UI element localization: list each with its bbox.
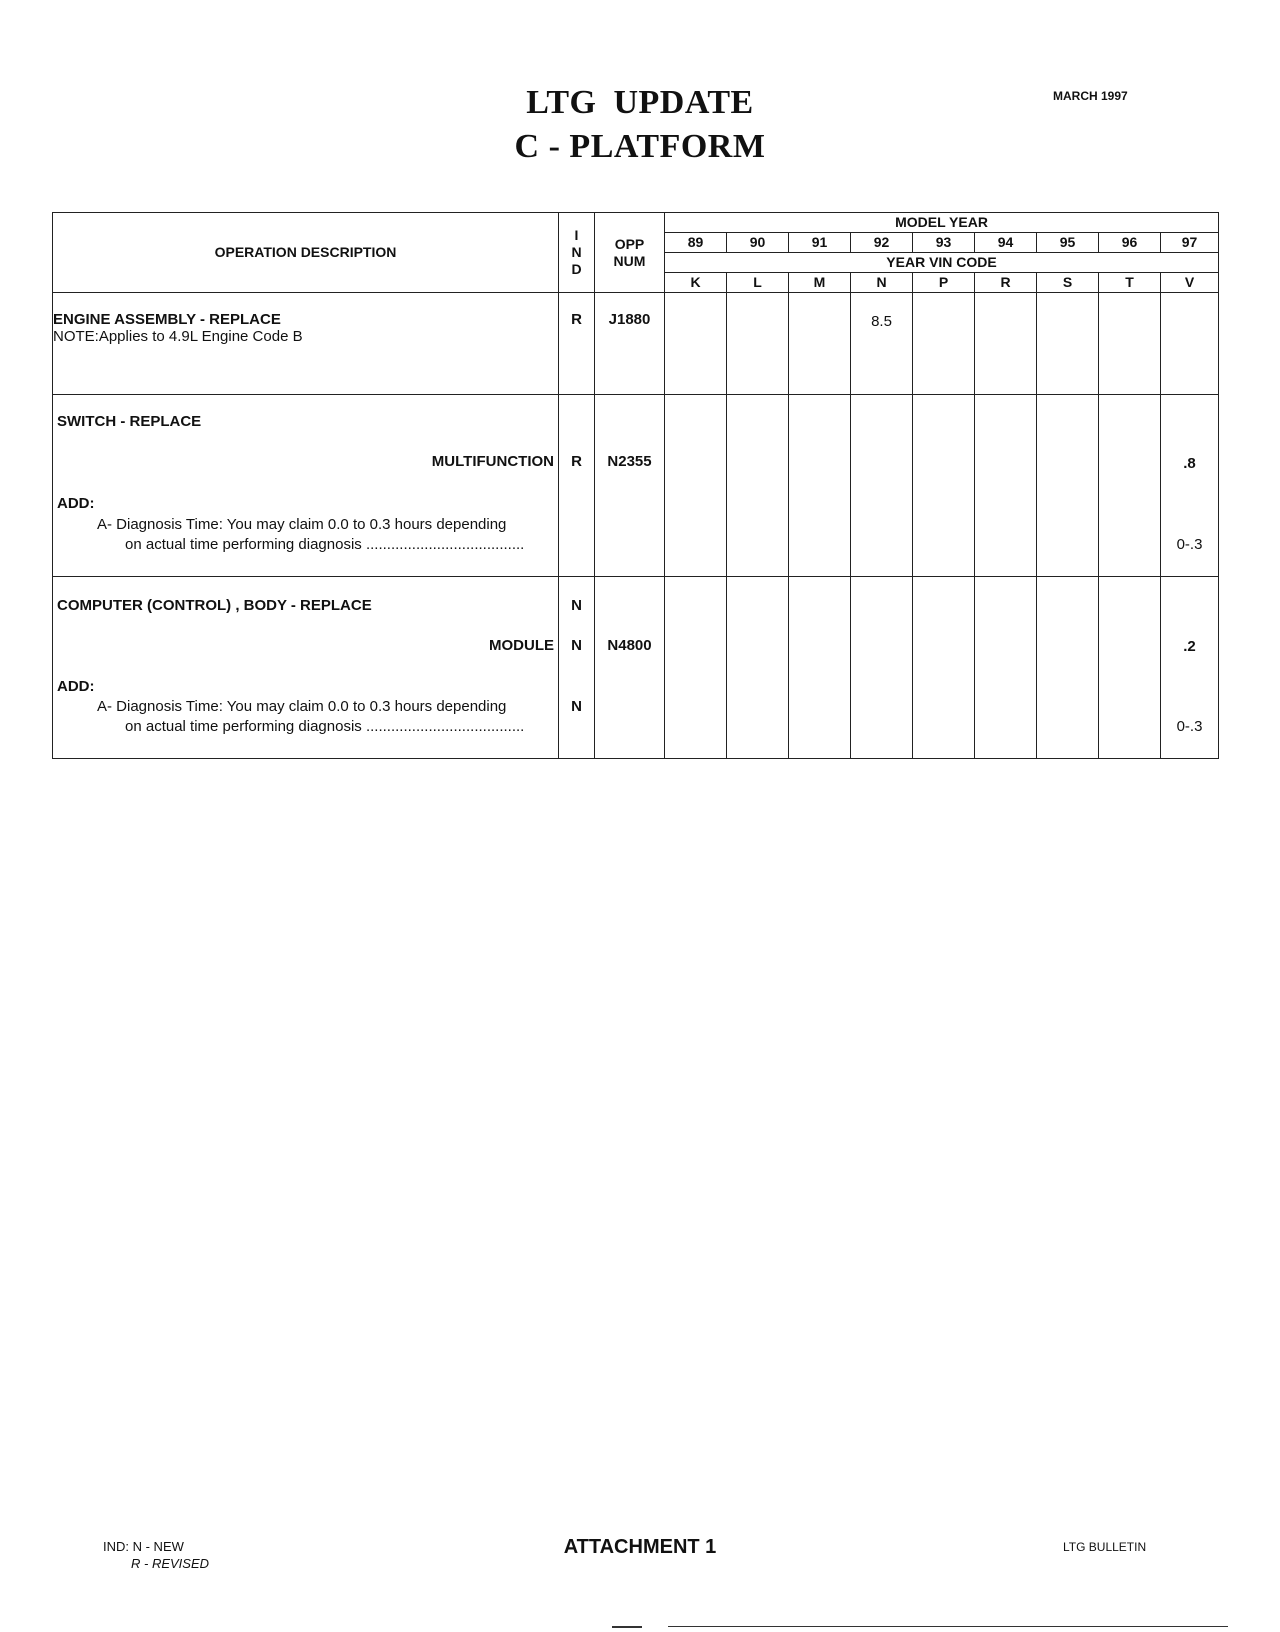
year-cell: 90 <box>727 233 789 253</box>
header-year-vin-code: YEAR VIN CODE <box>665 253 1219 273</box>
opp-cell: N4800 <box>595 577 665 759</box>
year-cell: 97 <box>1161 233 1219 253</box>
vin-code-cell: R <box>975 273 1037 293</box>
opp-cell: J1880 <box>595 293 665 395</box>
operation-engine-assembly <box>53 293 559 395</box>
title-line-1: LTG UPDATE <box>526 84 754 121</box>
ind-cell: N N N <box>559 577 595 759</box>
value-cell-97: .8 0-.3 <box>1161 395 1219 577</box>
add-line-2: on actual time performing diagnosis ...................................... <box>125 536 525 553</box>
year-cell: 96 <box>1099 233 1161 253</box>
header-opp-num: OPP NUM <box>595 213 665 293</box>
title-line-2: C - PLATFORM <box>514 128 766 165</box>
vin-code-cell: V <box>1161 273 1219 293</box>
operation-computer-body <box>53 577 559 759</box>
operation-title: SWITCH - REPLACE <box>57 413 202 430</box>
document-date: MARCH 1997 <box>1053 89 1128 103</box>
attachment-label: ATTACHMENT 1 <box>563 1536 717 1558</box>
header-operation-description: OPERATION DESCRIPTION <box>53 213 559 293</box>
vin-code-cell: N <box>851 273 913 293</box>
vin-code-cell: L <box>727 273 789 293</box>
labor-time-table <box>52 212 1219 759</box>
add-line-1: A- Diagnosis Time: You may claim 0.0 to 0.3 hours depending <box>97 516 507 533</box>
operation-sub-label: MODULE <box>489 637 554 654</box>
year-cell: 91 <box>789 233 851 253</box>
add-label: ADD: <box>57 678 95 695</box>
operation-note: NOTE:Applies to 4.9L Engine Code B <box>53 328 303 345</box>
bulletin-label: LTG BULLETIN <box>1063 1540 1147 1554</box>
add-line-2: on actual time performing diagnosis ...................................... <box>125 718 525 735</box>
add-line-1: A- Diagnosis Time: You may claim 0.0 to 0.3 hours depending <box>97 698 507 715</box>
year-cell: 93 <box>913 233 975 253</box>
opp-cell: N2355 <box>595 395 665 577</box>
header-ind: I N D <box>559 213 595 293</box>
table-row-computer-body <box>53 577 1219 759</box>
vin-code-cell: M <box>789 273 851 293</box>
vin-code-cell: P <box>913 273 975 293</box>
bottom-rule-mark <box>612 1626 642 1628</box>
vin-code-cell: K <box>665 273 727 293</box>
year-cell: 94 <box>975 233 1037 253</box>
add-label: ADD: <box>57 495 95 512</box>
year-cell: 92 <box>851 233 913 253</box>
operation-sub-label: MULTIFUNCTION <box>431 453 554 470</box>
header-model-year: MODEL YEAR <box>665 213 1219 233</box>
year-cell: 89 <box>665 233 727 253</box>
table-row-engine-assembly <box>53 293 1219 395</box>
ind-revised-legend: R - REVISED <box>131 1556 210 1571</box>
operation-title: COMPUTER (CONTROL) , BODY - REPLACE <box>57 597 372 614</box>
table-row-switch <box>53 395 1219 577</box>
year-cell: 95 <box>1037 233 1099 253</box>
value-cell-92: 8.5 <box>851 293 913 395</box>
bottom-rule-line <box>668 1626 1228 1627</box>
vin-code-cell: S <box>1037 273 1099 293</box>
operation-title: ENGINE ASSEMBLY - REPLACE <box>53 311 281 328</box>
value-cell-97: .2 0-.3 <box>1161 577 1219 759</box>
ind-new-legend: IND: N - NEW <box>103 1539 184 1554</box>
ind-cell: R <box>559 395 595 577</box>
operation-switch <box>53 395 559 577</box>
ind-cell: R <box>559 293 595 395</box>
vin-code-cell: T <box>1099 273 1161 293</box>
